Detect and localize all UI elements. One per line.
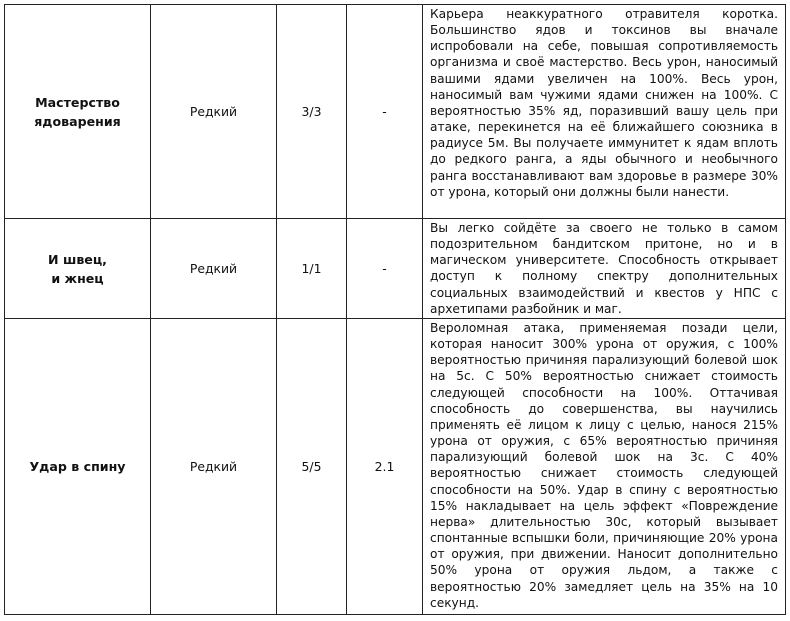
table-row (5, 319, 786, 615)
skill-requirement: 2.1 (347, 319, 423, 615)
skill-description: Вы легко сойдёте за своего не только в самом подозрительном бандитском притоне, но и в магическом университете. Способность открывает доступ к полному спектру дополнительных социальных взаимодействий и квестов у НПС с архетипами разбойник и маг. (430, 221, 778, 316)
skill-requirement: - (347, 219, 423, 319)
skill-description-cell (423, 219, 786, 319)
skill-description: Вероломная атака, применяемая позади цели, которая наносит 300% урона от оружия, с 100% вероятностью причиняя парализующий болевой шок на 5с. С 50% вероятностью снижает стоимость следующей способности на 100%. Оттачивая способность до совершенства, вы научились применять её лицом к лицу с целью, нанося 215% урона от оружия, с 65% вероятностью причиняя парализующий болевой шок на 3с. С 40% вероятностью снижает стоимость следующей способности на 50%. Удар в спину с вероятностью 15% накладывает на цель эффект «Повреждение нерва» длительностью 30с, который вызывает спонтанные вспышки боли, причиняющие 20% урона от оружия, при движении. Наносит дополнительно 50% урона от оружия льдом, а также с вероятностью 20% замедляет цель на 35% на 10 секунд. (430, 321, 778, 610)
skill-name-line: И швец, (48, 251, 107, 267)
skill-name-line: Мастерство (35, 94, 120, 110)
skill-level: 5/5 (277, 319, 347, 615)
skill-name-line: ядоварения (34, 113, 121, 129)
skill-name-line: Удар в спину (29, 459, 126, 474)
skill-level: 3/3 (277, 5, 347, 219)
table-row (5, 5, 786, 219)
skills-table (4, 4, 786, 615)
table-row (5, 219, 786, 319)
skill-rarity: Редкий (151, 219, 277, 319)
skill-description-cell (423, 5, 786, 219)
skill-requirement: - (347, 5, 423, 219)
skill-description-cell (423, 319, 786, 615)
skill-rarity: Редкий (151, 319, 277, 615)
skill-name-line: и жнец (51, 270, 104, 286)
skill-description: Карьера неаккуратного отравителя коротка. Большинство ядов и токсинов вы вначале испробовали на себе, повышая сопротивляемость организма и своё мастерство. Весь урон, наносимый вашими ядами увеличен на 100%. Весь урон, наносимый вам чужими ядами снижен на 100%. С вероятностью 35% яд, поразивший вашу цель при атаке, перекинется на её ближайшего союзника в радиусе 5м. Вы получаете иммунитет к ядам вплоть до редкого ранга, а яды обычного и необычного ранга восстанавливают вам здоровье в размере 30% от урона, который они должны были нанести. (430, 7, 778, 199)
skill-name-cell (5, 5, 151, 219)
skill-name-cell (5, 219, 151, 319)
skill-rarity: Редкий (151, 5, 277, 219)
skill-name-cell (5, 319, 151, 615)
skill-level: 1/1 (277, 219, 347, 319)
